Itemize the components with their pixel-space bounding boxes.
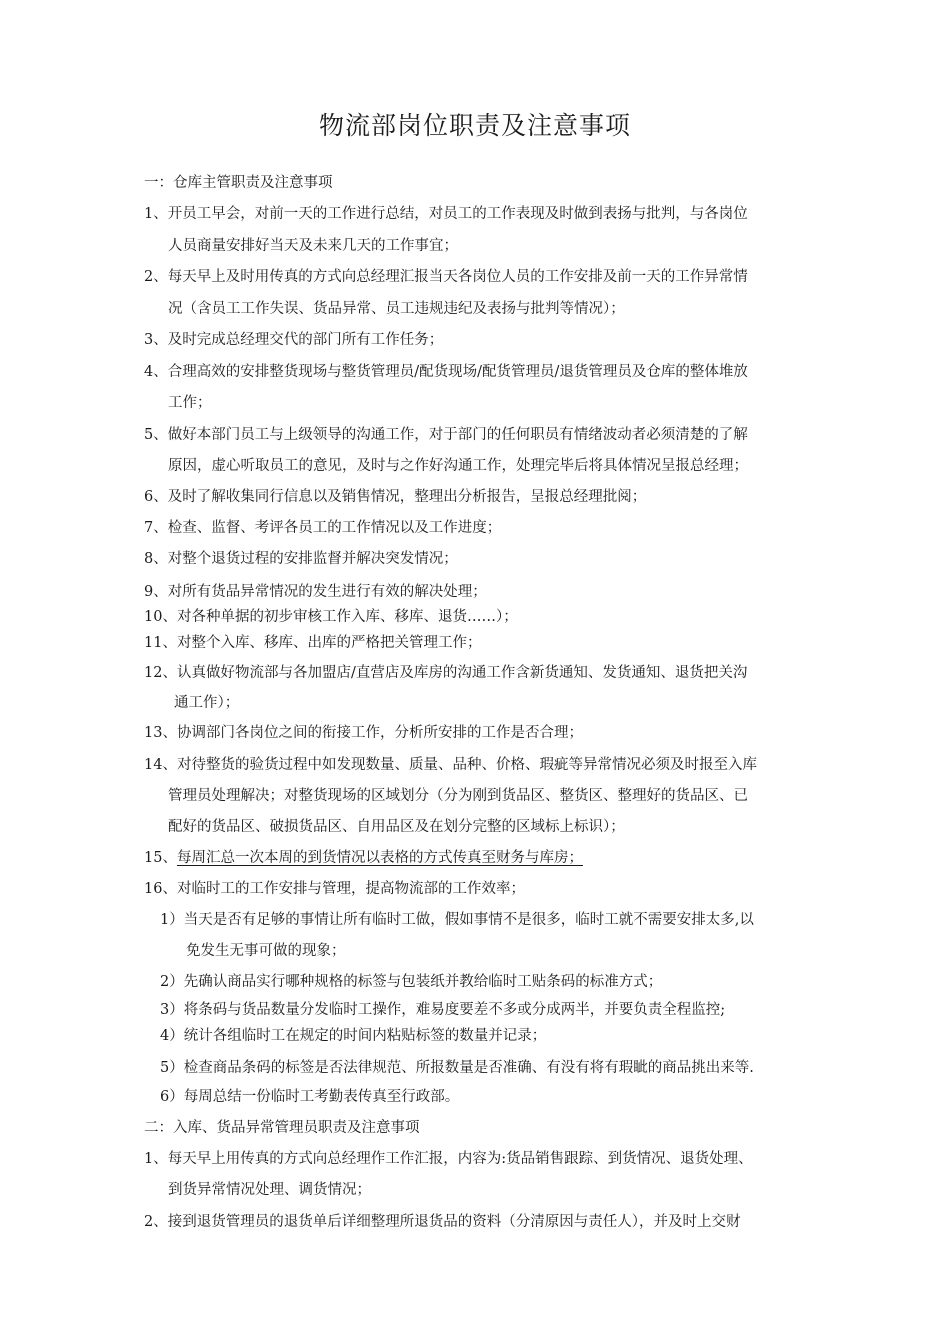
sub-item-text: 统计各组临时工在规定的时间内粘贴标签的数量并记录； [183, 1028, 547, 1044]
item-text: 及时了解收集同行信息以及销售情况，整理出分析报告，呈报总经理批阅； [167, 489, 647, 505]
item-text: 合理高效的安排整货现场与整货管理员/配货现场/配货管理员/退货管理员及仓库的整体堆放 [167, 364, 748, 380]
item-number: 3、 [144, 332, 168, 348]
sub-item-number: 2） [160, 974, 184, 990]
list-item-8 [144, 549, 458, 569]
list-item-14-continuation-2: 配好的货品区、破损货品区、自用品区及在划分完整的区域标上标识）； [168, 819, 625, 835]
item-number: 6、 [144, 489, 168, 505]
sub-item-6 [160, 1087, 459, 1107]
item-number: 8、 [144, 551, 168, 567]
item-text: 对所有货品异常情况的发生进行有效的解决处理； [167, 584, 487, 600]
sub-item-3 [160, 1000, 725, 1020]
sub-item-text: 将条码与货品数量分发临时工操作，难易度要差不多或分成两半，并要负责全程监控; [183, 1002, 726, 1018]
item-text: 每天早上用传真的方式向总经理作工作汇报，内容为:货品销售跟踪、到货情况、退货处理、 [167, 1151, 753, 1167]
section2-item-1-continuation: 到货异常情况处理、调货情况； [168, 1182, 371, 1198]
sub-item-number: 6） [160, 1089, 184, 1105]
list-item-14 [144, 755, 757, 775]
item-text: 接到退货管理员的退货单后详细整理所退货品的资料（分清原因与责任人），并及时上交财 [167, 1214, 741, 1230]
item-number: 15、 [144, 850, 177, 866]
item-text: 对整个退货过程的安排监督并解决突发情况； [167, 551, 458, 567]
section-heading-inbound-manager: 二：入库、货品异常管理员职责及注意事项 [144, 1120, 420, 1136]
sub-item-number: 5） [160, 1060, 184, 1076]
sub-item-text: 每周总结一份临时工考勤表传真至行政部。 [183, 1089, 460, 1105]
item-number: 10、 [144, 609, 177, 625]
item-text: 对整个入库、移库、出库的严格把关管理工作； [176, 635, 482, 651]
sub-item-number: 4） [160, 1028, 184, 1044]
list-item-15 [144, 848, 583, 868]
sub-item-5 [160, 1058, 754, 1078]
list-item-1-continuation: 人员商量安排好当天及未来几天的工作事宜； [168, 238, 458, 254]
sub-item-4 [160, 1026, 546, 1046]
item-text: 对待整货的验货过程中如发现数量、质量、品种、价格、瑕疵等异常情况必须及时报至入库 [176, 757, 757, 773]
item-text: 认真做好物流部与各加盟店/直营店及库房的沟通工作含新货通知、发货通知、退货把关沟 [176, 665, 748, 681]
list-item-10 [144, 607, 518, 627]
sub-item-1 [160, 910, 754, 930]
item-text: 对各种单据的初步审核工作入库、移库、退货……）； [176, 609, 518, 625]
item-text: 对临时工的工作安排与管理，提高物流部的工作效率； [176, 881, 525, 897]
item-number: 5、 [144, 427, 168, 443]
item-number: 11、 [144, 635, 177, 651]
item-number: 2、 [144, 269, 168, 285]
item-text: 每天早上及时用传真的方式向总经理汇报当天各岗位人员的工作安排及前一天的工作异常情 [167, 269, 748, 285]
item-number: 1、 [144, 1151, 168, 1167]
item-text: 开员工早会，对前一天的工作进行总结，对员工的工作表现及时做到表扬与批判，与各岗位 [167, 206, 748, 222]
list-item-2-continuation: 况（含员工工作失误、货品异常、员工违规违纪及表扬与批判等情况）； [168, 301, 625, 317]
item-number: 16、 [144, 881, 177, 897]
section-heading-warehouse-supervisor: 一：仓库主管职责及注意事项 [144, 175, 333, 191]
sub-item-number: 1） [160, 912, 184, 928]
document-title: 物流部岗位职责及注意事项 [318, 111, 631, 140]
item-number: 7、 [144, 520, 168, 536]
list-item-11 [144, 633, 481, 653]
list-item-3 [144, 330, 443, 350]
list-item-4-continuation: 工作； [168, 395, 212, 411]
list-item-5 [144, 425, 748, 445]
list-item-2 [144, 267, 748, 287]
list-item-7 [144, 518, 501, 538]
list-item-9 [144, 582, 487, 602]
sub-item-1-continuation: 免发生无事可做的现象； [186, 943, 346, 959]
item-number: 12、 [144, 665, 177, 681]
item-number: 1、 [144, 206, 168, 222]
list-item-6 [144, 487, 646, 507]
item-number: 14、 [144, 757, 177, 773]
sub-item-text: 检查商品条码的标签是否法律规范、所报数量是否准确、有没有将有瑕眦的商品挑出来等. [183, 1060, 754, 1076]
list-item-12-continuation: 通工作）； [174, 695, 240, 711]
list-item-5-continuation: 原因，虚心听取员工的意见，及时与之作好沟通工作，处理完毕后将具体情况呈报总经理； [168, 458, 748, 474]
item-text-underlined: 每周汇总一次本周的到货情况以表格的方式传真至财务与库房； [176, 850, 583, 866]
sub-item-text: 当天是否有足够的事情让所有临时工做，假如事情不是很多，临时工就不需要安排太多,以 [183, 912, 754, 928]
item-text: 协调部门各岗位之间的衔接工作，分析所安排的工作是否合理； [176, 725, 583, 741]
list-item-12 [144, 663, 747, 683]
item-text: 及时完成总经理交代的部门所有工作任务； [167, 332, 444, 348]
list-item-14-continuation-1: 管理员处理解决；对整货现场的区域划分（分为刚到货品区、整货区、整理好的货品区、已 [168, 788, 748, 804]
sub-item-text: 先确认商品实行哪种规格的标签与包装纸并教给临时工贴条码的标准方式； [183, 974, 663, 990]
section2-item-2 [144, 1212, 740, 1232]
sub-item-number: 3） [160, 1002, 184, 1018]
list-item-13 [144, 723, 583, 743]
list-item-16 [144, 879, 525, 899]
item-number: 2、 [144, 1214, 168, 1230]
sub-item-2 [160, 972, 662, 992]
item-number: 13、 [144, 725, 177, 741]
section2-item-1 [144, 1149, 753, 1169]
item-text: 做好本部门员工与上级领导的沟通工作，对于部门的任何职员有情绪波动者必须清楚的了解 [167, 427, 748, 443]
item-number: 4、 [144, 364, 168, 380]
item-number: 9、 [144, 584, 168, 600]
list-item-1 [144, 204, 748, 224]
list-item-4 [144, 362, 748, 382]
item-text: 检查、监督、考评各员工的工作情况以及工作进度； [167, 520, 502, 536]
